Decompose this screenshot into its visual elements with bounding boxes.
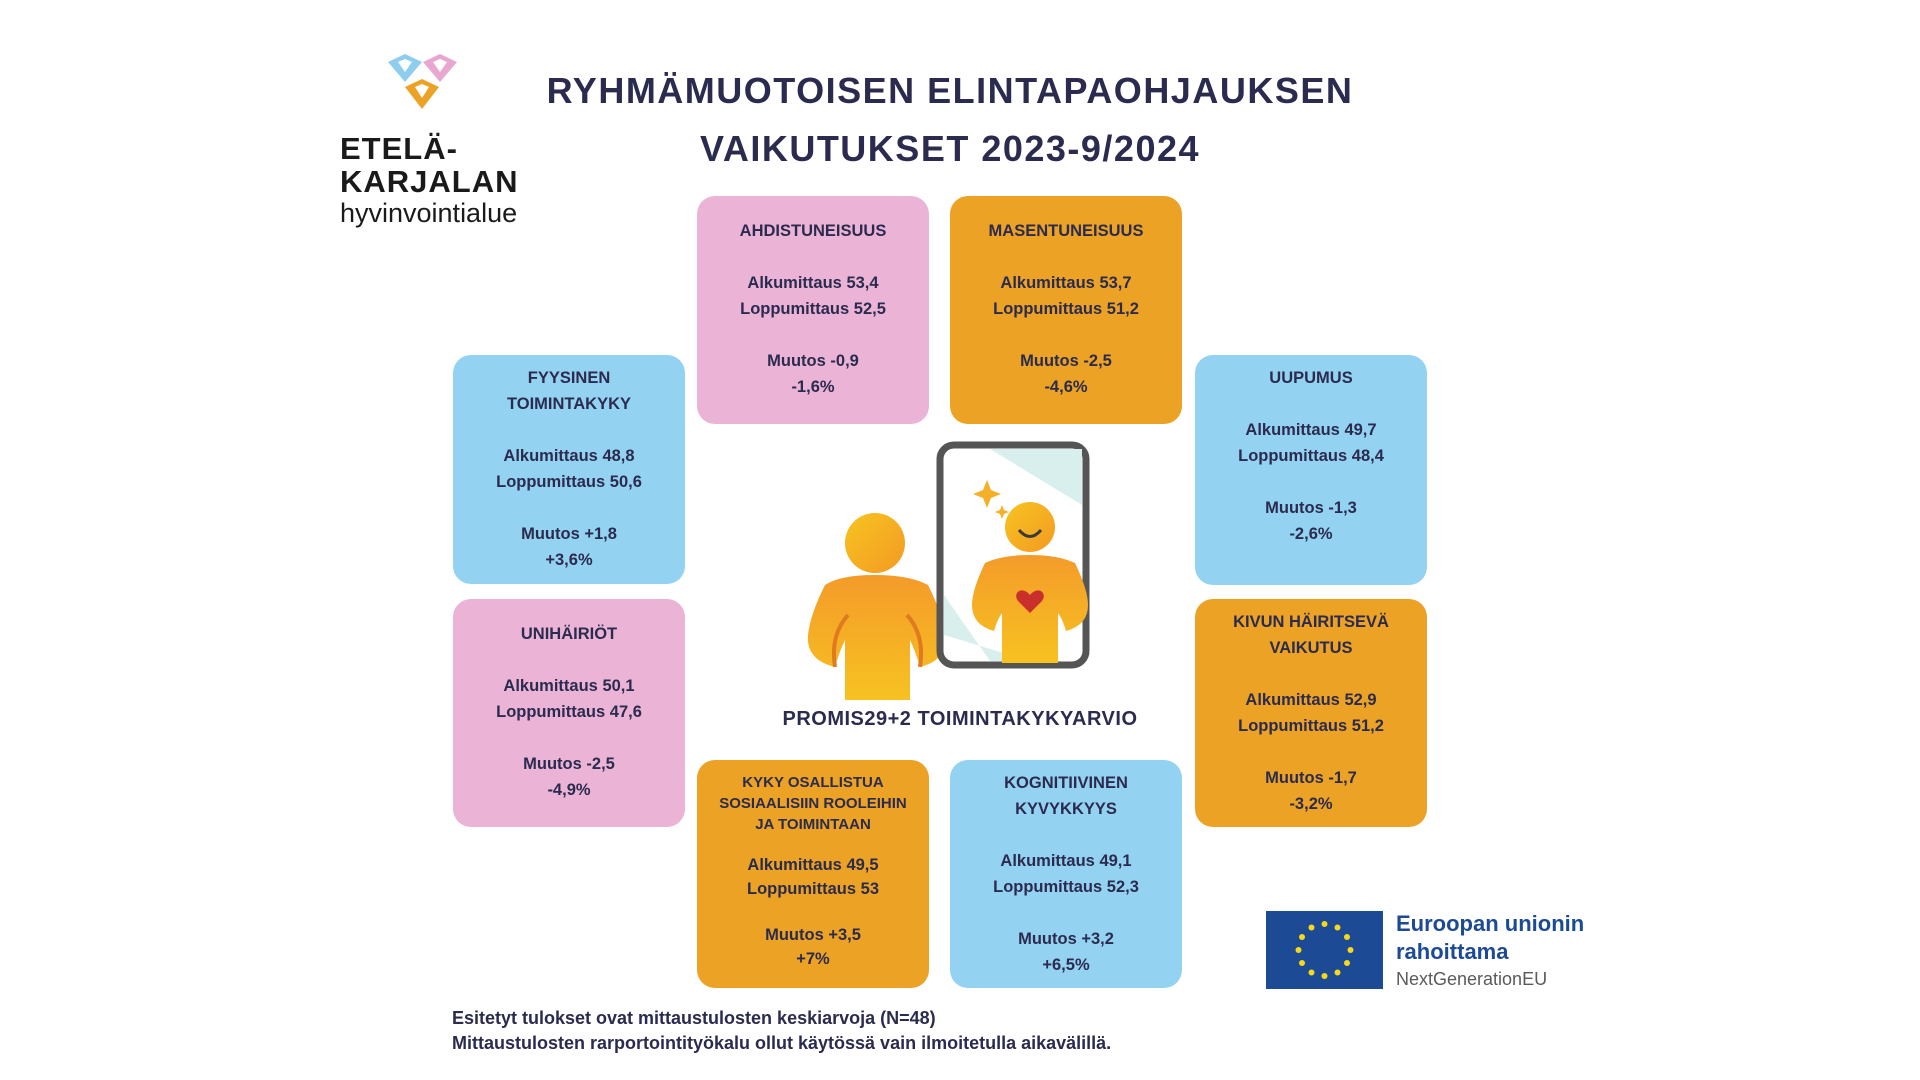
card-loppumittaus: Loppumittaus 47,6 [496, 703, 642, 721]
card-kivun-hairitseva-vaikutus [1195, 599, 1427, 827]
card-heading: UUPUMUS [1269, 369, 1353, 387]
card-loppumittaus: Loppumittaus 53 [746, 880, 879, 898]
card-alkumittaus: Alkumittaus 53,4 [747, 274, 879, 292]
logo-diamonds-icon [385, 52, 485, 122]
card-loppumittaus: Loppumittaus 48,4 [1238, 447, 1384, 465]
logo [340, 50, 530, 240]
card-alkumittaus: Alkumittaus 52,9 [1245, 691, 1377, 709]
card-uupumus [1195, 355, 1427, 585]
card-heading-line3: JA TOIMINTAAN [755, 816, 871, 833]
title-line2: VAIKUTUKSET 2023-9/2024 [699, 128, 1201, 169]
card-alkumittaus: Alkumittaus 49,5 [747, 856, 879, 874]
page-title [520, 62, 1380, 178]
card-percent: -4,9% [547, 781, 591, 799]
logo-line1: ETELÄ- [340, 131, 458, 166]
card-muutos: Muutos -1,7 [1265, 769, 1357, 787]
card-kognitiivinen-kyvykkyys [950, 760, 1182, 988]
card-loppumittaus: Loppumittaus 51,2 [1238, 717, 1384, 735]
card-muutos: Muutos -1,3 [1265, 499, 1357, 517]
footer-line2: Mittaustulosten rarportointityökalu ollut käytössä vain ilmoitetulla aikavälillä. [452, 1033, 1112, 1053]
card-alkumittaus: Alkumittaus 49,7 [1245, 421, 1377, 439]
eu-text-line1: Euroopan unionin [1396, 911, 1585, 936]
person-body [808, 575, 945, 700]
logo-text [340, 132, 530, 228]
card-muutos: Muutos +1,8 [521, 525, 617, 543]
card-percent: -4,6% [1044, 378, 1088, 396]
card-muutos: Muutos +3,5 [765, 926, 861, 944]
card-loppumittaus: Loppumittaus 51,2 [993, 300, 1139, 318]
card-heading-line2: VAIKUTUS [1269, 639, 1353, 657]
card-sosiaaliset-roolit [697, 760, 929, 988]
title-line1: RYHMÄMUOTOISEN ELINTAPAOHJAUKSEN [546, 70, 1354, 111]
eu-text-line2: rahoittama [1396, 939, 1509, 964]
card-percent: +3,6% [545, 551, 593, 569]
person-mirror-icon [740, 435, 1130, 705]
card-percent: +7% [796, 950, 830, 968]
eu-funding-badge [1266, 911, 1626, 1021]
eu-flag-icon [1266, 911, 1383, 989]
card-muutos: Muutos +3,2 [1018, 930, 1114, 948]
card-percent: +6,5% [1042, 956, 1090, 974]
card-unihairiot [453, 599, 685, 827]
card-heading-line1: KOGNITIIVINEN [1004, 774, 1128, 792]
card-alkumittaus: Alkumittaus 50,1 [503, 677, 635, 695]
card-percent: -2,6% [1289, 525, 1333, 543]
card-loppumittaus: Loppumittaus 50,6 [496, 473, 642, 491]
card-muutos: Muutos -2,5 [1020, 352, 1112, 370]
card-percent: -1,6% [791, 378, 835, 396]
card-masentuneisuus [950, 196, 1182, 424]
card-heading: UNIHÄIRIÖT [520, 625, 618, 643]
footer-line1: Esitetyt tulokset ovat mittaustulosten keskiarvoja (N=48) [452, 1008, 936, 1028]
card-heading-line1: KIVUN HÄIRITSEVÄ [1233, 613, 1389, 631]
card-muutos: Muutos -2,5 [523, 755, 615, 773]
card-muutos: Muutos -0,9 [767, 352, 859, 370]
card-fyysinen-toimintakyky [453, 355, 685, 584]
card-heading: AHDISTUNEISUUS [739, 222, 887, 240]
card-ahdistuneisuus [697, 196, 929, 424]
logo-line3: hyvinvointialue [340, 198, 518, 228]
card-heading-line2: SOSIAALISIIN ROOLEIHIN [719, 795, 907, 812]
person-head [845, 513, 905, 573]
center-label: PROMIS29+2 TOIMINTAKYKYARVIO [782, 708, 1138, 730]
card-heading-line1: KYKY OSALLISTUA [742, 774, 884, 791]
card-heading-line1: FYYSINEN [527, 369, 611, 387]
eu-text-line3: NextGenerationEU [1396, 969, 1548, 989]
card-heading: MASENTUNEISUUS [988, 222, 1144, 240]
card-loppumittaus: Loppumittaus 52,5 [740, 300, 886, 318]
card-heading-line2: KYVYKKYYS [1015, 800, 1117, 818]
card-alkumittaus: Alkumittaus 49,1 [1000, 852, 1132, 870]
logo-line2: KARJALAN [340, 164, 519, 199]
card-alkumittaus: Alkumittaus 53,7 [1000, 274, 1132, 292]
footer-note [452, 1006, 1352, 1056]
card-heading-line2: TOIMINTAKYKY [506, 395, 632, 413]
card-alkumittaus: Alkumittaus 48,8 [503, 447, 635, 465]
card-percent: -3,2% [1289, 795, 1333, 813]
card-loppumittaus: Loppumittaus 52,3 [993, 878, 1139, 896]
center-illustration [740, 435, 1130, 705]
